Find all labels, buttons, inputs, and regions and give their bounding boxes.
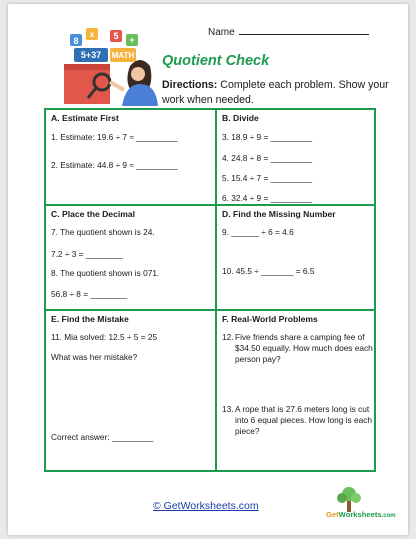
section-title: C. Place the Decimal — [51, 209, 136, 219]
grid-divider-vertical — [215, 110, 217, 470]
worksheet-title: Quotient Check — [162, 53, 270, 69]
brand-get: Get — [326, 510, 339, 519]
problem-7-equation: 7.2 ÷ 3 = ________ — [51, 249, 123, 259]
problem-5: 5. 15.4 ÷ 7 = _________ — [222, 173, 313, 183]
grid-divider-row1 — [46, 204, 374, 206]
name-field — [208, 26, 369, 38]
tile-x: x — [89, 30, 95, 39]
directions-text: Complete each problem. Show your work when needed. — [162, 79, 389, 106]
problem-1: 1. Estimate: 19.6 ÷ 7 ≈ _________ — [51, 132, 178, 142]
section-title: F. Real-World Problems — [222, 314, 318, 324]
tile-plus: + — [129, 35, 135, 45]
tile-5: 5 — [113, 31, 119, 41]
problem-7: 7. The quotient shown is 24. — [51, 227, 155, 237]
tile-math: MATH — [111, 51, 135, 60]
section-find-the-mistake — [51, 314, 211, 470]
tile-5plus37: 5+37 — [80, 50, 102, 60]
directions-label: Directions: — [162, 79, 218, 91]
problem-4: 4. 24.8 ÷ 8 = _________ — [222, 153, 313, 163]
section-place-the-decimal — [51, 209, 211, 307]
problem-9: 9. ______ ÷ 6 = 4.6 — [222, 227, 294, 237]
worksheet-page — [8, 4, 408, 535]
section-title: A. Estimate First — [51, 113, 119, 123]
directions — [162, 78, 398, 107]
getworksheets-logo-tree-icon — [316, 484, 382, 528]
problem-8: 8. The quotient shown is 071. — [51, 268, 160, 278]
student-math-illustration — [60, 24, 160, 106]
problem-grid — [44, 108, 376, 472]
problem-2: 2. Estimate: 44.8 ÷ 9 ≈ _________ — [51, 160, 178, 170]
problem-3: 3. 18.9 ÷ 9 = _________ — [222, 132, 313, 142]
section-find-missing-number — [222, 209, 374, 307]
getworksheets-brand — [326, 510, 396, 519]
section-title: E. Find the Mistake — [51, 314, 129, 324]
section-real-world-problems — [222, 314, 374, 470]
section-title: D. Find the Missing Number — [222, 209, 336, 219]
grid-divider-row2 — [46, 309, 374, 311]
problem-11-question: What was her mistake? — [51, 352, 138, 362]
problem-11: 11. Mia solved: 12.5 ÷ 5 = 25 — [51, 332, 158, 342]
problem-12-number: 12. — [222, 332, 234, 342]
problem-12: Five friends share a camping fee of $34.50 equally. How much does each person pay? — [235, 332, 373, 364]
getworksheets-link[interactable]: © GetWorksheets.com — [153, 500, 259, 512]
name-blank-line[interactable] — [239, 26, 369, 35]
tile-8: 8 — [73, 36, 79, 46]
problem-6: 6. 32.4 ÷ 9 = _________ — [222, 193, 313, 203]
problem-11-answer: Correct answer: _________ — [51, 432, 154, 442]
problem-10: 10. 45.5 ÷ _______ = 6.5 — [222, 266, 315, 276]
section-title: B. Divide — [222, 113, 259, 123]
problem-8-equation: 56.8 ÷ 8 = ________ — [51, 289, 128, 299]
brand-worksheets: Worksheets — [338, 510, 382, 519]
problem-13-number: 13. — [222, 404, 234, 414]
section-estimate-first — [51, 113, 211, 203]
problem-13: A rope that is 27.6 meters long is cut into 6 equal pieces. How long is each piece? — [235, 404, 372, 436]
section-divide — [222, 113, 374, 203]
name-label: Name — [208, 27, 235, 38]
brand-suffix: .com — [381, 513, 396, 519]
